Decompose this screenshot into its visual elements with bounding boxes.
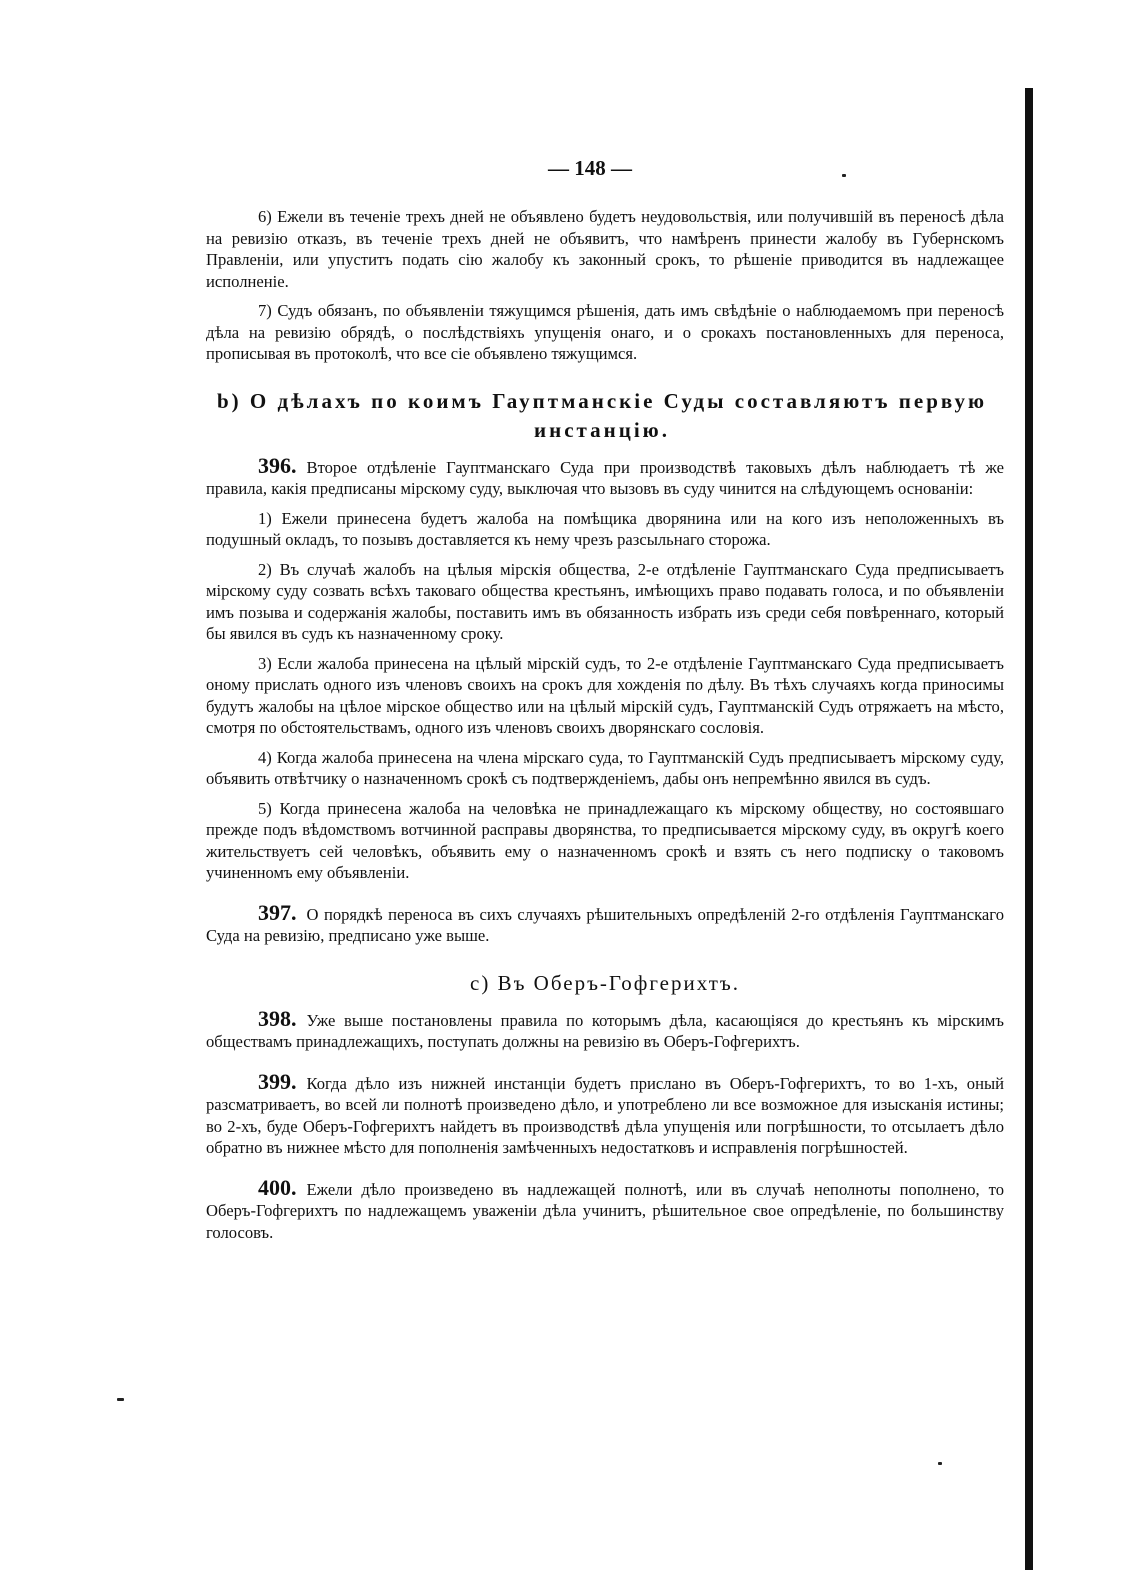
article-text: Второе отдѣленіе Гауптманскаго Суда при производствѣ таковыхъ дѣлъ наблюдаетъ тѣ же правила, какія предписаны мірскому суду, выключая что вызовъ въ суду чинится на слѣдующемъ основаніи: — [206, 457, 1004, 498]
article-number: 399. — [258, 1068, 297, 1094]
scan-speck — [117, 1398, 124, 1401]
list-item-3: 3) Если жалоба принесена на цѣлый мірскій судъ, то 2-е отдѣленіе Гауптманскаго Суда предписываетъ оному прислать одного изъ членовъ своихъ на срокъ для хожденія по дѣлу. Въ тѣхъ случаяхъ когда приносимы будутъ жалобы на цѣлое мірское общество или на цѣлый мірскій судъ, Гауптманскій Судъ отряжаетъ на мѣсто, смотря по обстоятельствамъ, одного изъ членовъ своихъ дворянскаго сословія. — [206, 653, 1004, 737]
text-column — [206, 206, 1004, 1243]
article-399 — [206, 1068, 1004, 1159]
list-item-5: 5) Когда принесена жалоба на человѣка не принадлежащаго къ мірскому обществу, но состоявшаго прежде подъ вѣдомствомъ вотчинной расправы дворянства, то предписывается мірскому суду, въ округѣ коего жительствуетъ сей человѣкъ, объявить ему о назначенномъ срокѣ и взять съ него подписку о таковомъ учиненномъ ему объявленіи. — [206, 798, 1004, 882]
list-item-1: 1) Ежели принесена будетъ жалоба на помѣщика дворянина или на кого изъ неположенныхъ въ подушный окладъ, то позывъ доставляется къ нему чрезъ разсыльнаго сторожа. — [206, 508, 1004, 549]
article-number: 398. — [258, 1005, 297, 1031]
article-text: О порядкѣ переноса въ сихъ случаяхъ рѣшительныхъ опредѣленій 2-го отдѣленія Гауптманскаго Суда на ревизію, предписано уже выше. — [206, 904, 1004, 945]
article-text: Уже выше постановлены правила по которымъ дѣла, касающіяся до крестьянъ къ мірскимъ обществамъ принадлежащихъ, поступать должны на ревизію въ Оберъ-Гофгерихтъ. — [206, 1010, 1004, 1051]
article-number: 397. — [258, 899, 297, 925]
list-item-2: 2) Въ случаѣ жалобъ на цѣлыя мірскія общества, 2-е отдѣленіе Гауптманскаго Суда предписываетъ мірскому суду созвать всѣхъ таковаго общества крестьянъ, имѣющихъ право подавать голоса, и по объявленіи имъ позыва и содержанія жалобы, поставить имъ въ обязанность избрать изъ среди себя повѣреннаго, который бы явился въ судъ къ назначенному сроку. — [206, 559, 1004, 643]
article-396 — [206, 452, 1004, 500]
scan-edge-bar — [1025, 88, 1033, 1570]
paragraph-7: 7) Судъ обязанъ, по объявленіи тяжущимся рѣшенія, дать имъ свѣдѣніе о наблюдаемомъ при переносѣ дѣла на ревизію обрядѣ, о послѣдствіяхъ упущенія онаго, и о срокахъ постановленныхъ для переноса, прописывая въ протоколѣ, что все сіе объявлено тяжущимся. — [206, 301, 1004, 363]
article-400 — [206, 1174, 1004, 1244]
article-number: 400. — [258, 1174, 297, 1200]
section-c-heading: c) Въ Оберъ-Гофгерихтъ. — [470, 970, 740, 995]
scan-speck — [938, 1462, 942, 1465]
list-item-4: 4) Когда жалоба принесена на члена мірскаго суда, то Гауптманскій Судъ предписываетъ мірскому суду, объявить отвѣтчику о назначенномъ срокѣ съ подтвержденіемъ, дабы онъ непремѣнно явился въ судъ. — [206, 747, 1004, 788]
article-398 — [206, 1005, 1004, 1053]
paragraph-6: 6) Ежели въ теченіе трехъ дней не объявлено будетъ неудовольствія, или получившій въ переносѣ дѣла на ревизію отказъ, въ теченіе трехъ дней не объявитъ, что намѣренъ принести жалобу въ Губернскомъ Правленіи, или упуститъ подать сію жалобу къ законный срокъ, то рѣшеніе приводится въ надлежащее исполненіе. — [206, 207, 1004, 291]
article-text: Когда дѣло изъ нижней инстанціи будетъ прислано въ Оберъ-Гофгерихтъ, то во 1-хъ, оный разсматриваетъ, во всей ли полнотѣ произведено дѣло, и употреблено ли все возможное для изысканія истины; во 2-хъ, буде Оберъ-Гофгерихтъ найдетъ въ производствѣ дѣла упущенія или погрѣшности, то отсылаетъ дѣло обратно въ нижнее мѣсто для пополненія замѣченныхъ недостатковъ и исправленія погрѣшностей. — [206, 1073, 1004, 1157]
article-number: 396. — [258, 452, 297, 478]
page-number: — 148 — — [548, 156, 632, 180]
article-text: Ежели дѣло произведено въ надлежащей полнотѣ, или въ случаѣ неполноты пополнено, то Оберъ-Гофгерихтъ по надлежащемъ уваженіи дѣла учинитъ, рѣшительное свое опредѣленіе, по большинству голосовъ. — [206, 1179, 1004, 1242]
article-397 — [206, 899, 1004, 947]
section-b-heading: b) О дѣлахъ по коимъ Гауптманскіе Суды составляютъ первую инстанцію. — [216, 388, 988, 442]
